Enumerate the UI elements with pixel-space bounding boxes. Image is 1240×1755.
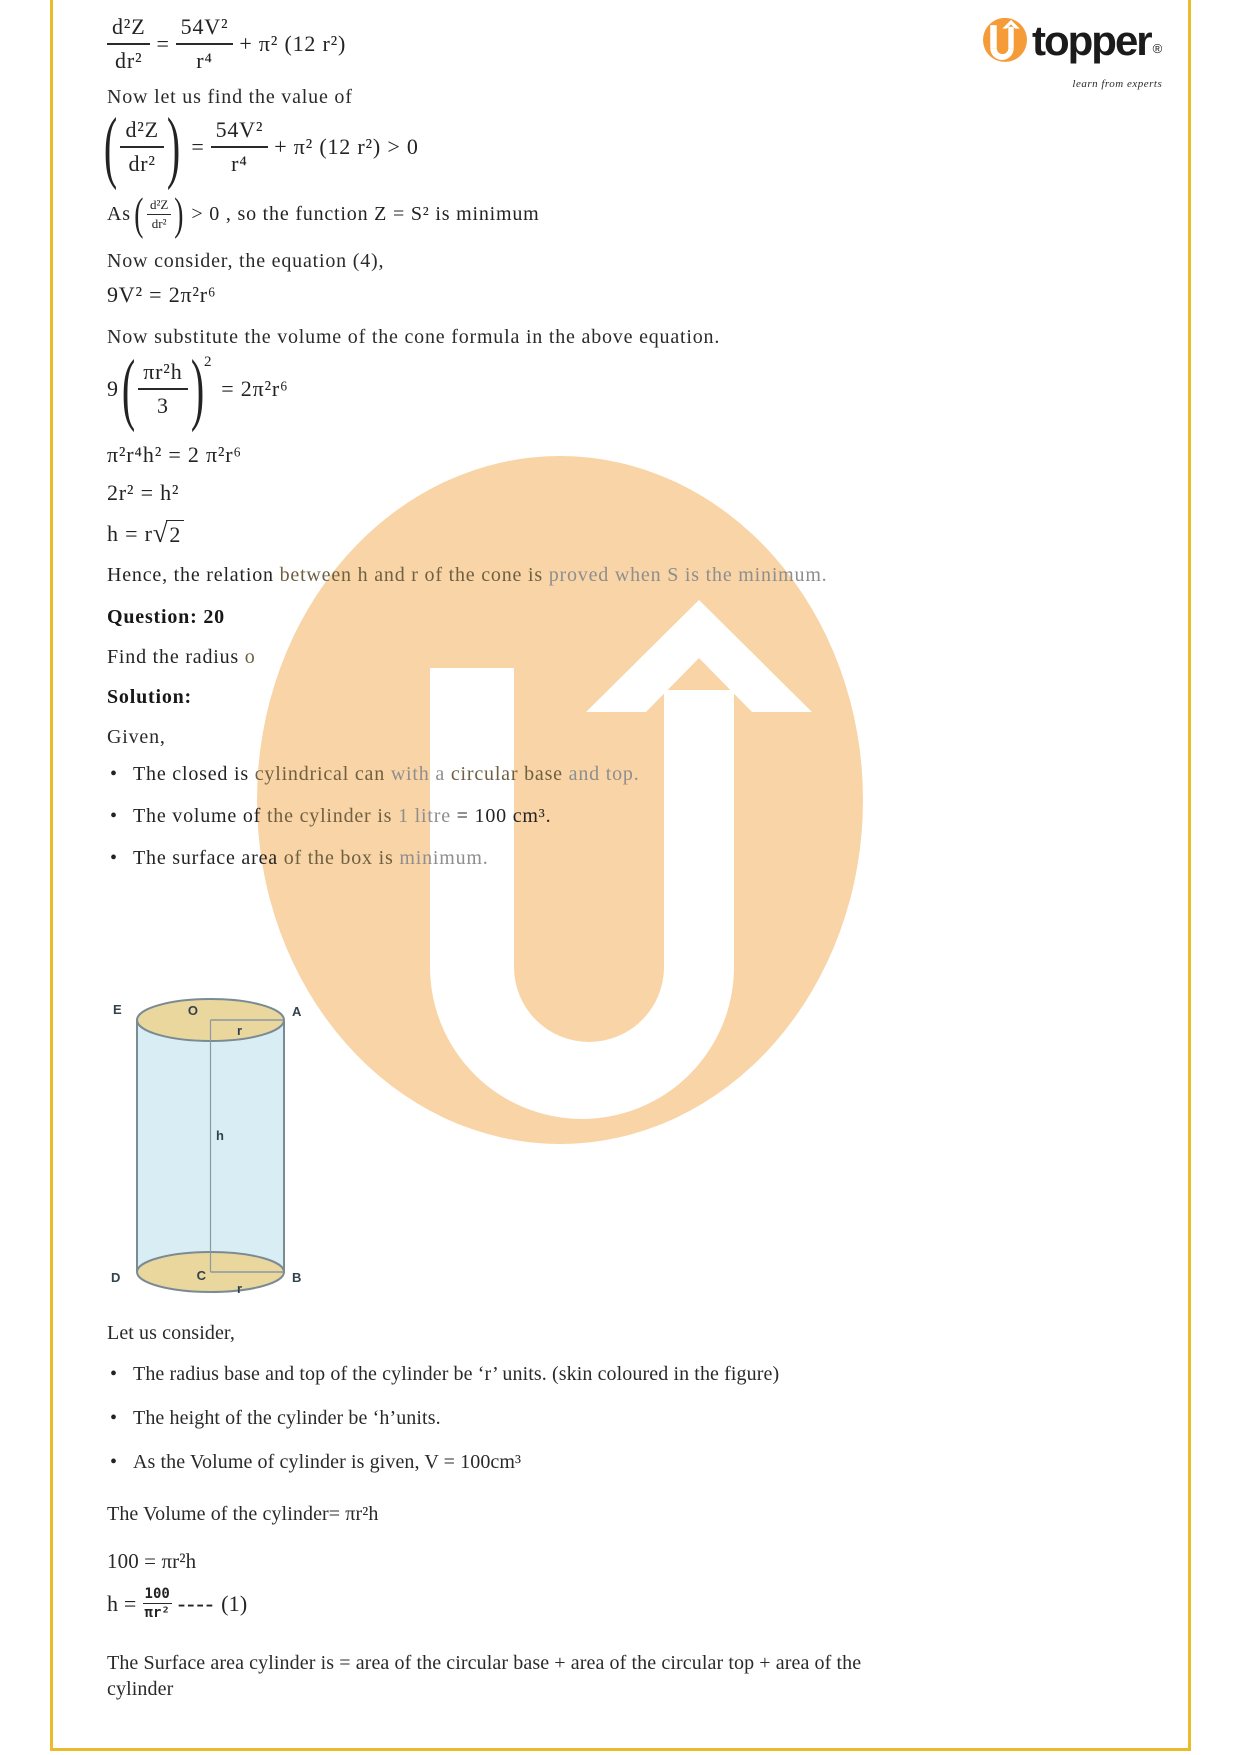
big-paren-open: ( (121, 345, 136, 433)
registered-mark: ® (1152, 41, 1163, 56)
text-segment: the cylinder is (266, 805, 399, 827)
label-C: C (196, 1268, 206, 1283)
paragraph-consider-equation: Now consider, the equation (4), (107, 250, 385, 272)
text-segment: The surface area (133, 847, 284, 869)
text-segment: 1 litre (398, 805, 457, 827)
equation-second-derivative: $\frac{\text{d²Z}}{\text{dr²}}$ = $\frac{\text{54V²}}{\text{r⁴}}$ + π² (12 r²) (107, 14, 346, 74)
text-segment: minimum. (399, 847, 489, 869)
paragraph-let-us-consider: Let us consider, (107, 1322, 235, 1344)
consider-bullet-list (107, 1363, 779, 1495)
text-segment: of the box is (283, 847, 400, 869)
paragraph-as-minimum: As ( $\frac{\text{d²Z}}{\text{dr²}}$ ) > 0 , so the function Z = S² is minimum (107, 188, 540, 239)
paragraph-substitute: Now substitute the volume of the cone formula in the above equation. (107, 326, 721, 348)
text-segment: proved when S is the minimum. (548, 564, 828, 586)
fraction: $\frac{\text{πr²h}}{3}$ (138, 359, 187, 419)
text-segment: circular base (450, 763, 569, 785)
fraction: $\frac{\text{d²Z}}{\text{dr²}}$ (107, 14, 150, 74)
given-label: Given, (107, 726, 166, 748)
label-O: O (187, 1003, 198, 1018)
paren-close: ) (174, 188, 185, 239)
logo-brand-text: topper (1032, 17, 1151, 64)
question-label: Question: 20 (107, 606, 225, 628)
equation-h-from-volume: h = $\frac{100}{\text{πr²}}$ ---- (1) (107, 1586, 248, 1621)
text-segment: and top. (568, 763, 640, 785)
equation-9v2: 9V² = 2π²r⁶ (107, 282, 217, 307)
text-segment: with a (390, 763, 451, 785)
cylinder-figure (103, 985, 315, 1307)
equation-number: (1) (221, 1590, 248, 1616)
equation-pi2r4h2: π²r⁴h² = 2 π²r⁶ (107, 442, 242, 467)
list-item: • The radius base and top of the cylinder be ‘r’ units. (skin coloured in the figure) (107, 1363, 779, 1385)
page-border-right (1188, 0, 1191, 1751)
equation-h-r-root2: h = r √ 2 (107, 518, 184, 549)
equation-second-derivative-positive: ( $\frac{\text{d²Z}}{\text{dr²}}$ ) = $\frac{\text{54V²}}{\text{r⁴}}$ + π² (12 r²) > 0 (103, 103, 419, 191)
topper-logo-mark-icon (983, 18, 1027, 62)
label-r-bottom: r (237, 1281, 243, 1296)
logo-tagline: learn from experts (1072, 78, 1163, 90)
label-h: h (216, 1128, 224, 1143)
text-segment: The volume of (133, 805, 267, 827)
dash-leader: ---- (177, 1590, 216, 1616)
text-segment: Hence, the relation (107, 564, 280, 586)
topper-logo (983, 17, 1163, 90)
paragraph-find-value: Now let us find the value of (107, 86, 353, 108)
solution-label: Solution: (107, 686, 193, 708)
text-segment: The closed is (133, 763, 255, 785)
list-item (107, 847, 640, 869)
label-E: E (113, 1002, 122, 1017)
paren-open: ( (134, 188, 144, 239)
equation-2r2-h2: 2r² = h² (107, 480, 180, 505)
fraction: $\frac{\text{54V²}}{\text{r⁴}}$ (176, 14, 234, 74)
big-paren-open: ( (103, 103, 118, 191)
watermark-arrow-shaft (664, 690, 734, 967)
page-border-left (50, 0, 53, 1751)
text-segment: between h and r of the cone is (279, 564, 549, 586)
label-B: B (292, 1270, 302, 1285)
given-bullet-list (107, 763, 640, 889)
text-segment: Find the radius (107, 646, 245, 668)
radical-sign: √ (152, 518, 169, 548)
label-D: D (111, 1270, 121, 1285)
big-paren-close: ) (166, 103, 181, 191)
text-segment: = 100 cm³. (456, 805, 552, 827)
fraction: $\frac{100}{\text{πr²}}$ (144, 1586, 170, 1621)
exponent: 2 (203, 353, 213, 370)
page-border-bottom (50, 1748, 1191, 1751)
fraction: $\frac{\text{d²Z}}{\text{dr²}}$ (147, 197, 171, 232)
paragraph-find-radius (107, 646, 256, 668)
paragraph-hence (107, 564, 828, 586)
equation-100-pir2h: 100 = πr²h (107, 1549, 197, 1573)
label-A: A (292, 1004, 302, 1019)
text-segment: o (244, 646, 256, 668)
paragraph-surface-area: The Surface area cylinder is = area of the circular base + area of the circular top + area of the cylinder (107, 1652, 862, 1700)
big-paren-close: ) (190, 345, 205, 433)
list-item: • The height of the cylinder be ‘h’units. (107, 1407, 779, 1429)
fraction: $\frac{\text{54V²}}{\text{r⁴}}$ (211, 117, 269, 177)
text-segment: cylindrical can (254, 763, 391, 785)
label-r-top: r (237, 1023, 243, 1038)
list-item (107, 763, 640, 785)
list-item: • As the Volume of cylinder is given, V = 100cm³ (107, 1451, 779, 1473)
paragraph-volume-formula: The Volume of the cylinder= πr²h (107, 1503, 379, 1525)
list-item (107, 805, 640, 827)
equation-volume-substituted: 9 ( $\frac{\text{πr²h}}{3}$ ) 2 = 2π²r⁶ (107, 345, 289, 433)
fraction: $\frac{\text{d²Z}}{\text{dr²}}$ (120, 117, 163, 177)
